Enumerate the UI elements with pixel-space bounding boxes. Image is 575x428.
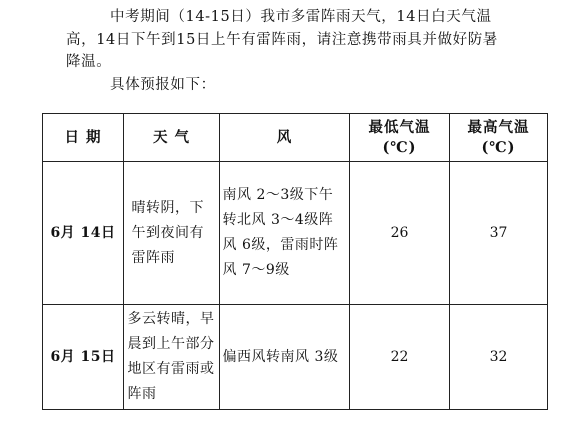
low-temp-cell: 22 [350, 305, 450, 410]
wind-text: 偏西风转南风 3级 [222, 348, 339, 365]
weather-cell [124, 305, 220, 410]
wind-text: 南风 2～3级下午转北风 3～4级阵风 6级，雷雨时阵风 7～9级 [222, 187, 339, 278]
header-weather: 天 气 [124, 114, 220, 162]
wind-cell [220, 162, 350, 305]
high-temp-cell: 37 [450, 162, 548, 305]
header-high-unit: (℃) [481, 138, 516, 156]
table-row [43, 162, 548, 305]
low-temp-cell: 26 [350, 162, 450, 305]
table-header-row [43, 114, 548, 162]
header-wind: 风 [220, 114, 350, 162]
wind-cell [220, 305, 350, 410]
notice-lead: 具体预报如下： [110, 76, 216, 93]
date-cell: 6月 14日 [43, 162, 124, 305]
high-temp-cell: 32 [450, 305, 548, 410]
forecast-notice [66, 6, 506, 96]
header-high-temp [450, 114, 548, 162]
date-cell: 6月 15日 [43, 305, 124, 410]
notice-paragraph: 中考期间（14-15日）我市多雷阵雨天气，14日白天气温高，14日下午到15日上午有雷阵雨，请注意携带雨具并做好防暑降温。 [66, 9, 498, 70]
forecast-table [42, 113, 548, 410]
weather-text: 多云转晴，早晨到上午部分地区有雷雨或阵雨 [127, 311, 215, 402]
header-low-label: 最低气温 [368, 118, 431, 136]
weather-text: 晴转阴，下午到夜间有雷阵雨 [131, 199, 204, 266]
header-low-unit: (℃) [382, 138, 417, 156]
header-date: 日 期 [43, 114, 124, 162]
header-high-label: 最高气温 [467, 118, 530, 136]
table-row [43, 305, 548, 410]
header-low-temp [350, 114, 450, 162]
weather-cell [124, 162, 220, 305]
